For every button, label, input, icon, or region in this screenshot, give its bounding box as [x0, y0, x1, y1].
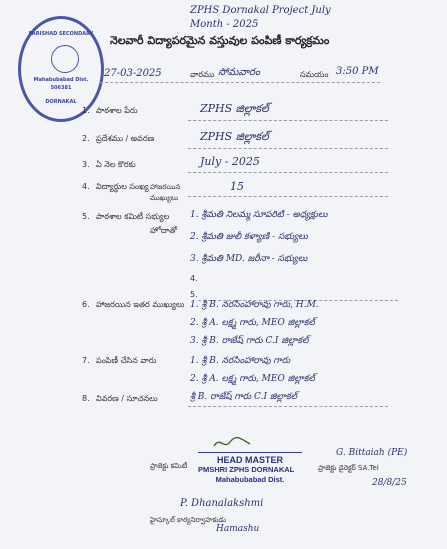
stamp-line-3: Mahabubabad Dist. [215, 475, 285, 484]
row-3-value: July - 2025 [200, 155, 260, 168]
headmaster-stamp [198, 452, 302, 487]
row-6-label: హాజరయిన ఇతర ముఖ్యులు [96, 300, 185, 309]
row-5-entry-5: 5. [190, 290, 198, 299]
sig3-scribble: Hamashu [216, 524, 260, 534]
row-4-label-2: హాజరయిన ముఖ్యులు [150, 183, 181, 202]
row-8-number: 8. [82, 394, 90, 403]
row-2-value: ZPHS జిల్లాకల్ [200, 130, 269, 143]
row-5-entry-4: 4. [190, 274, 198, 283]
row-8-label: వివరణ / సూచనలు [96, 394, 158, 403]
sig2-date: 28/8/25 [372, 478, 407, 488]
sig2-name: G. Bittaiah (PE) [336, 448, 408, 458]
row-7-entry-1: 1. శ్రీ B. నరసింహారావు గారు [190, 356, 291, 366]
stamp-line-1: HEAD MASTER [216, 455, 283, 465]
time-label: సమయం [300, 70, 329, 79]
row-1-label: పాఠశాల పేరు [96, 106, 138, 115]
seal-emblem-icon [51, 45, 79, 73]
row-5-label: పాఠశాల కమిటీ సభ్యుల [96, 212, 170, 221]
date-value: 27-03-2025 [104, 68, 162, 79]
row-7-number: 7. [82, 356, 90, 365]
sig2-label: ప్రాజెక్టు డైరెక్టర్ SA.Tel [318, 464, 379, 472]
row-1-number: 1. [82, 106, 90, 115]
row-4-value: 15 [230, 180, 244, 193]
handwritten-project-title: ZPHS Dornakal Project July Month - 2025 [190, 5, 331, 30]
row-7-entry-2: 2. శ్రీ A. లక్ష్మ గారు, MEO జిల్లాకల్ [190, 374, 315, 384]
row-1-value: ZPHS జిల్లాకల్ [200, 102, 269, 115]
row-6-entry-1: 1. శ్రీ B. నరసింహారావు గారు, H.M. [190, 300, 319, 310]
meta-underline [100, 82, 380, 83]
school-seal [18, 16, 104, 122]
row-4-label: విద్యార్థుల సంఖ్య [96, 182, 149, 191]
headmaster-signature-scribble [212, 434, 252, 452]
row-5-entry-1: 1. శ్రీమతి నిలమ్మ సూపరిటి - అధ్యక్షులు [190, 210, 328, 220]
row-5-entry-2: 2. శ్రీమతి జులీ కళ్యాణి - సభ్యులు [190, 232, 308, 242]
sig3-label: హైస్కూల్ కార్యనిర్వాహకుడు [150, 516, 227, 524]
row-5-entry-3: 3. శ్రీమతి MD. జరీనా - సభ్యులు [190, 254, 308, 264]
row-6-entry-2: 2. శ్రీ A. లక్ష్మ గారు, MEO జిల్లాకల్ [190, 318, 315, 328]
day-label: వారము [190, 70, 215, 79]
row-2-label: ప్రదేశము / అవరణ [96, 134, 155, 143]
row-8-entry-1: శ్రీ B. రాజేష్ గారు C.I జిల్లాకల్ [190, 392, 298, 402]
row-2-number: 2. [82, 134, 90, 143]
sig1-label: ప్రాజెక్టు కమిటీ [150, 462, 188, 470]
row-5-number: 5. [82, 212, 90, 221]
seal-code: 506381 [50, 85, 72, 91]
row-3-label: ఏ నెల కొరకు [96, 160, 136, 169]
stamp-line-2: PMSHRI ZPHS DORNAKAL [198, 465, 295, 474]
day-value: సోమవారం [218, 67, 260, 78]
row-4-number: 4. [82, 182, 90, 191]
seal-text-top: PARISHAD SECONDARY [28, 31, 94, 37]
row-8-underline [188, 406, 388, 407]
row-2-underline [188, 148, 388, 149]
row-6-entry-3: 3. శ్రీ B. రాజేష్ గారు C.I జిల్లాకల్ [190, 336, 309, 346]
row-3-underline [188, 172, 388, 173]
row-7-label: పంపిణీ చేసిన వారు [96, 356, 157, 365]
form-title: నెలవారీ విద్యాపరమైన వస్తువుల పంపిణీ కార్యక్రమం [110, 34, 330, 47]
row-1-underline [188, 120, 388, 121]
seal-text-mid: Mahabubabad Dist. [33, 77, 89, 83]
sig3-name: P. Dhanalakshmi [180, 498, 264, 509]
seal-text-bottom: DORNAKAL [45, 99, 77, 105]
time-value: 3:50 PM [336, 66, 379, 77]
row-5-label-2: హోదాతో [150, 226, 177, 235]
row-3-number: 3. [82, 160, 90, 169]
row-6-number: 6. [82, 300, 90, 309]
row-4-underline [188, 196, 388, 197]
